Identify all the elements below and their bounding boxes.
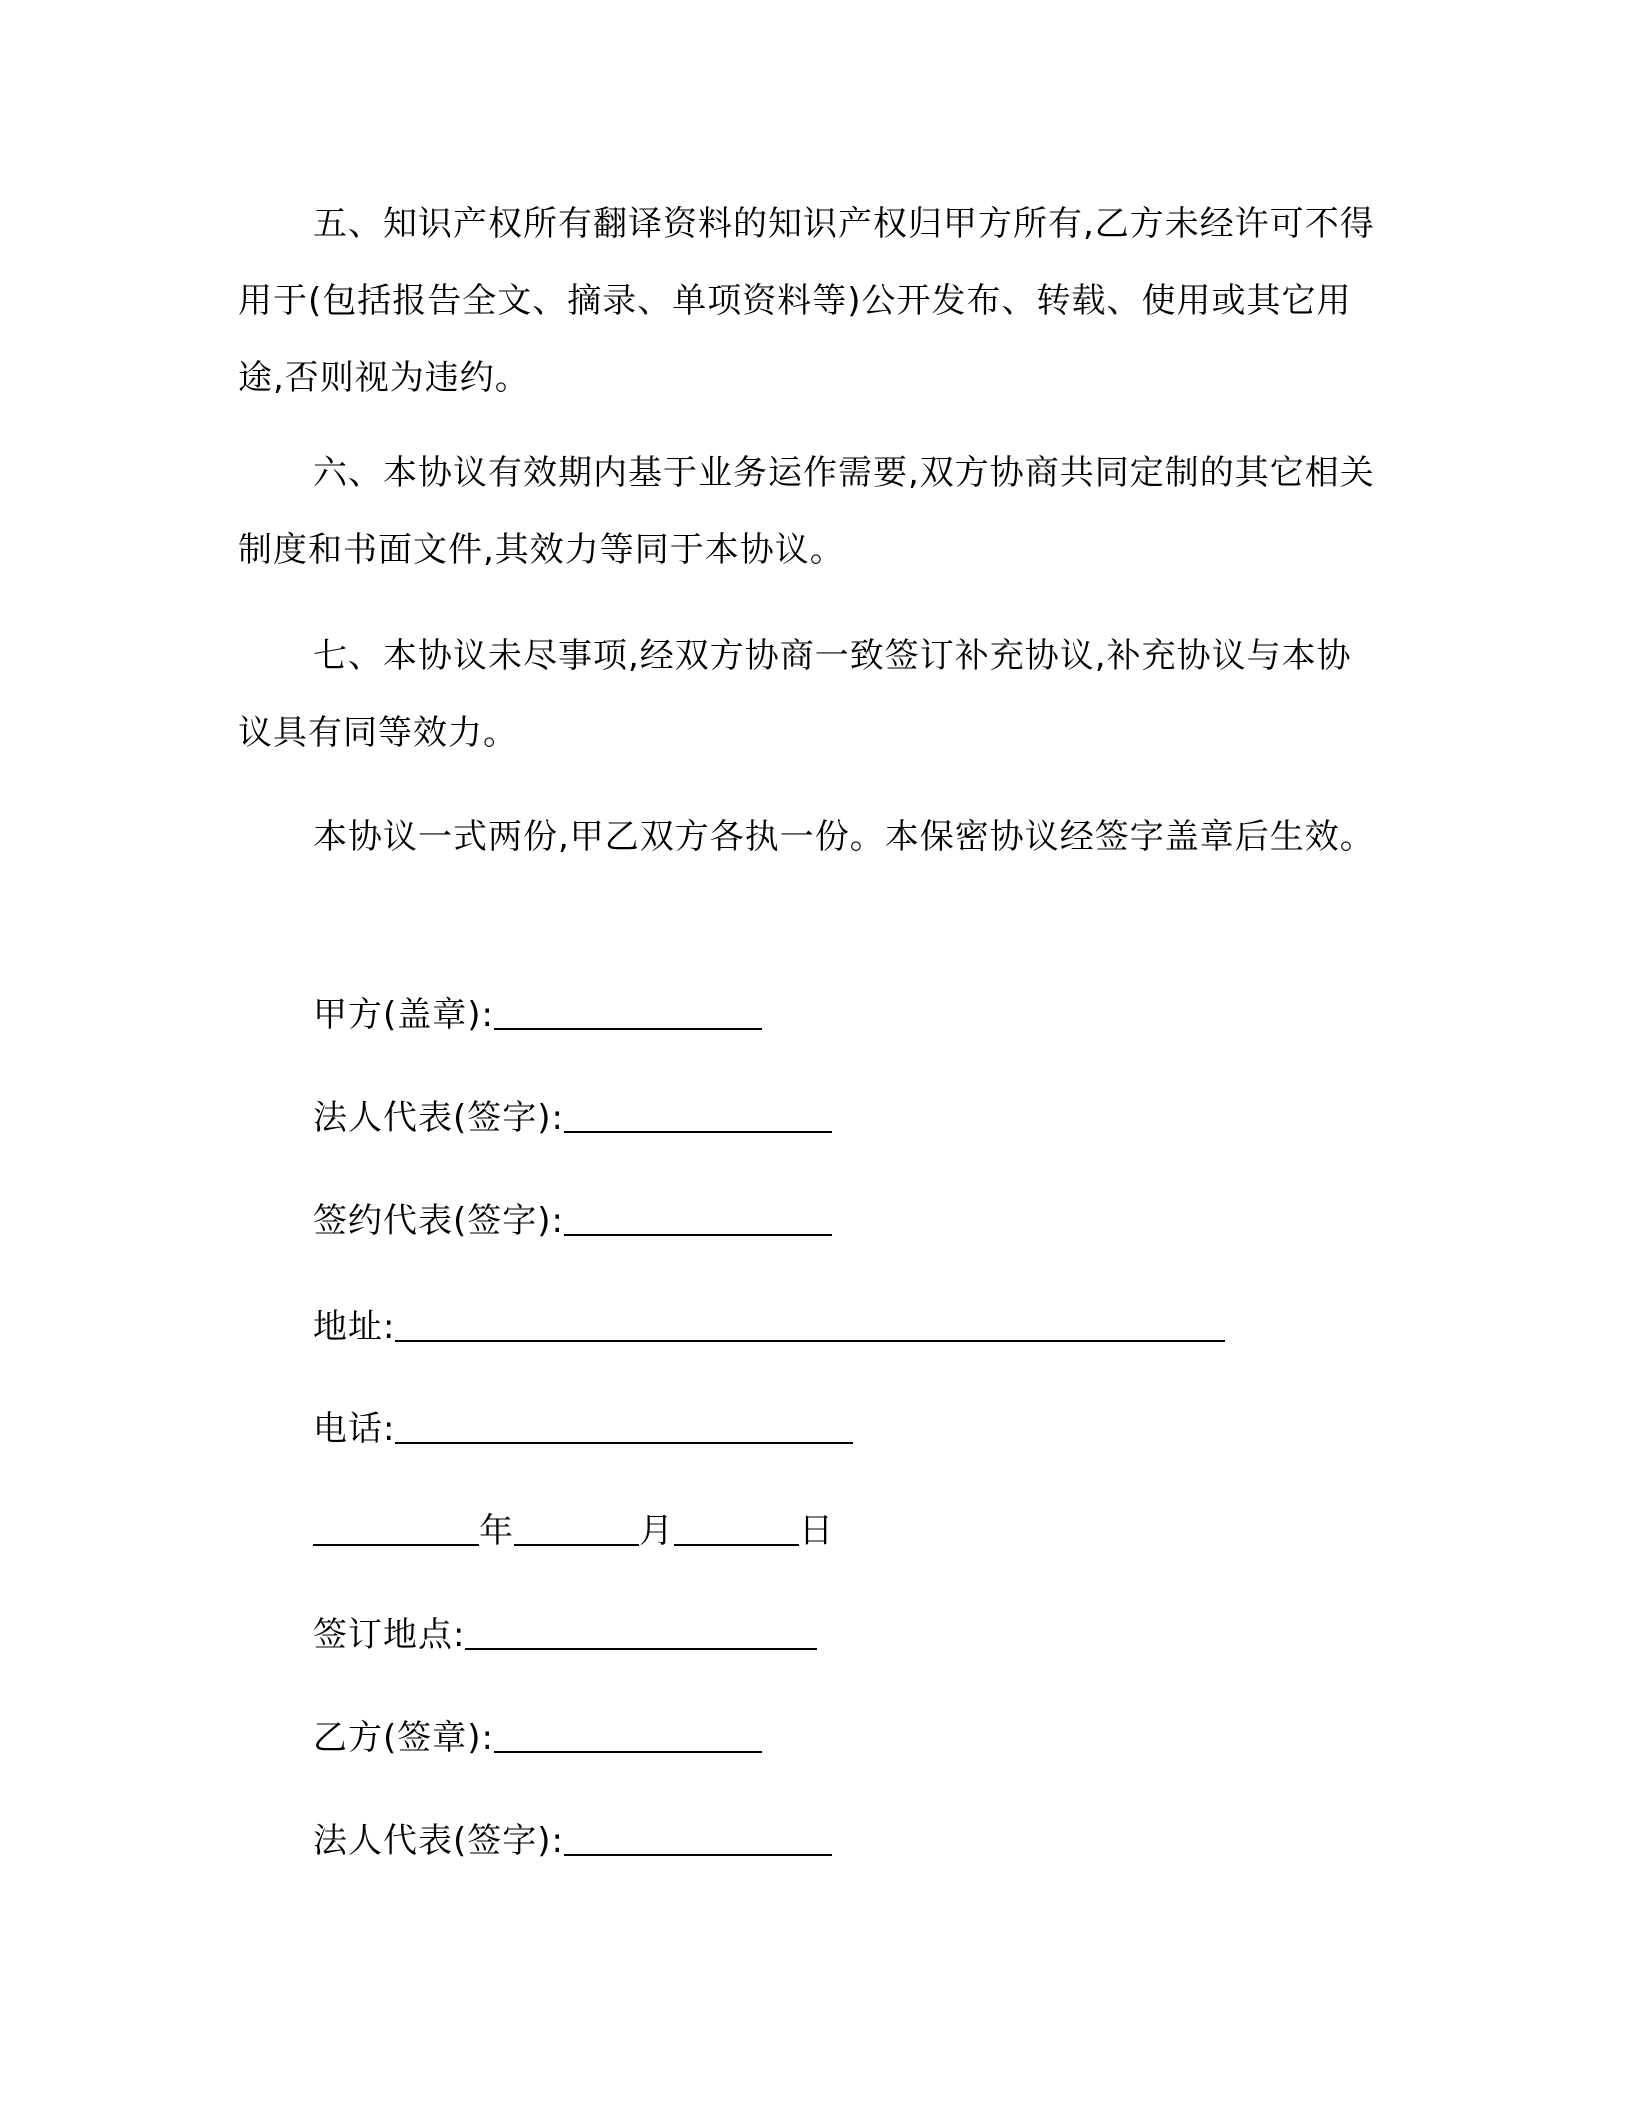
closing-clause <box>238 799 1378 876</box>
date-line <box>313 1506 834 1556</box>
party-b-seal-label: 乙方(签章): <box>313 1718 494 1758</box>
legal-rep-a-blank[interactable] <box>564 1101 832 1133</box>
address-blank[interactable] <box>395 1310 1225 1342</box>
address-line <box>313 1302 1225 1352</box>
signing-rep-line <box>313 1196 832 1246</box>
year-label: 年 <box>479 1511 514 1551</box>
month-blank[interactable] <box>514 1514 639 1546</box>
legal-rep-b-line <box>313 1816 832 1866</box>
legal-rep-a-line <box>313 1093 832 1143</box>
party-a-seal-label: 甲方(盖章): <box>313 995 494 1035</box>
party-b-seal-blank[interactable] <box>494 1721 762 1753</box>
clause-5 <box>238 186 1378 417</box>
signing-place-label: 签订地点: <box>313 1615 466 1655</box>
party-a-seal-line <box>313 990 762 1040</box>
legal-rep-a-label: 法人代表(签字): <box>313 1098 564 1138</box>
clause-7 <box>238 618 1378 772</box>
legal-rep-b-label: 法人代表(签字): <box>313 1821 564 1861</box>
address-label: 地址: <box>313 1307 396 1347</box>
day-label: 日 <box>799 1511 834 1551</box>
year-blank[interactable] <box>313 1514 479 1546</box>
party-a-seal-blank[interactable] <box>494 998 762 1030</box>
phone-line <box>313 1404 853 1454</box>
closing-clause-text: 本协议一式两份,甲乙双方各执一份。本保密协议经签字盖章后生效。 <box>313 817 1375 857</box>
month-label: 月 <box>639 1511 674 1551</box>
signing-place-line <box>313 1610 817 1660</box>
phone-blank[interactable] <box>395 1412 853 1444</box>
phone-label: 电话: <box>313 1409 396 1449</box>
clause-6 <box>238 435 1378 589</box>
party-b-seal-line <box>313 1713 762 1763</box>
clause-5-text: 五、知识产权所有翻译资料的知识产权归甲方所有,乙方未经许可不得用于(包括报告全文、摘录、单项资料等)公开发布、转载、使用或其它用途,否则视为违约。 <box>238 204 1375 398</box>
clause-7-text: 七、本协议未尽事项,经双方协商一致签订补充协议,补充协议与本协议具有同等效力。 <box>238 636 1352 753</box>
signing-rep-label: 签约代表(签字): <box>313 1201 564 1241</box>
clause-6-text: 六、本协议有效期内基于业务运作需要,双方协商共同定制的其它相关制度和书面文件,其效力等同于本协议。 <box>238 453 1375 570</box>
day-blank[interactable] <box>674 1514 799 1546</box>
signing-rep-blank[interactable] <box>564 1204 832 1236</box>
legal-rep-b-blank[interactable] <box>564 1824 832 1856</box>
signing-place-blank[interactable] <box>465 1618 817 1650</box>
